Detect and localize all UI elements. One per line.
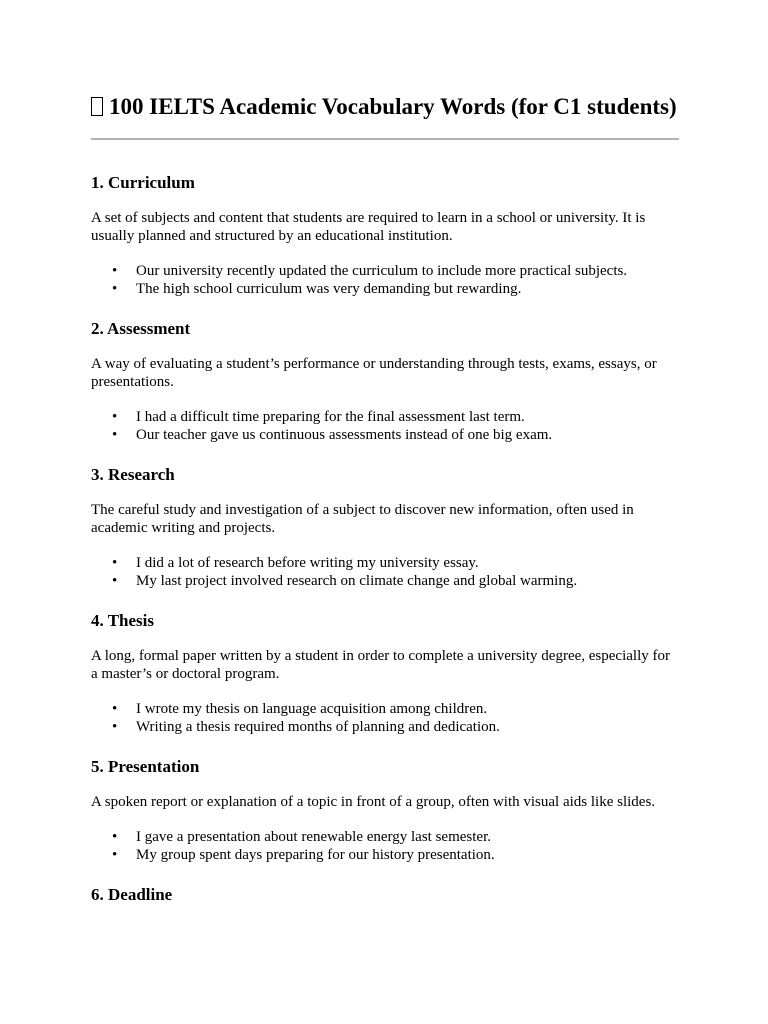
bullet-icon: • <box>112 573 118 589</box>
entry-examples <box>91 554 679 590</box>
bullet-icon: • <box>112 427 118 443</box>
vocab-entry-curriculum <box>91 172 679 298</box>
example-item <box>91 408 679 426</box>
entry-definition: A way of evaluating a student’s performance or understanding through tests, exams, essays, or presentations. <box>91 356 657 390</box>
vocab-entry-research <box>91 464 679 590</box>
example-text: I did a lot of research before writing my university essay. <box>136 555 479 571</box>
entry-examples <box>91 700 679 736</box>
vocab-entry-presentation <box>91 756 679 864</box>
vocab-entry-assessment <box>91 318 679 444</box>
entry-heading: 3. Research <box>91 465 175 484</box>
example-item <box>91 828 679 846</box>
example-text: I gave a presentation about renewable energy last semester. <box>136 829 491 845</box>
entry-examples <box>91 262 679 298</box>
entry-examples <box>91 828 679 864</box>
bullet-icon: • <box>112 847 118 863</box>
example-item <box>91 572 679 590</box>
missing-glyph-icon <box>91 97 103 116</box>
document-title-text: 100 IELTS Academic Vocabulary Words (for C1 students) <box>109 94 677 119</box>
example-item <box>91 700 679 718</box>
entry-heading: 5. Presentation <box>91 757 200 776</box>
entry-definition: A set of subjects and content that students are required to learn in a school or university. It is usually planned and structured by an educational institution. <box>91 210 646 244</box>
example-text: Our university recently updated the curriculum to include more practical subjects. <box>136 263 628 279</box>
example-item <box>91 554 679 572</box>
example-item <box>91 280 679 298</box>
entry-definition: The careful study and investigation of a subject to discover new information, often used in academic writing and projects. <box>91 502 634 536</box>
example-item <box>91 718 679 736</box>
bullet-icon: • <box>112 701 118 717</box>
vocab-entry-thesis <box>91 610 679 736</box>
document-title <box>91 92 677 122</box>
entry-heading: 2. Assessment <box>91 319 191 338</box>
bullet-icon: • <box>112 719 118 735</box>
example-item <box>91 846 679 864</box>
vocab-entry-deadline <box>91 884 679 906</box>
example-text: Our teacher gave us continuous assessments instead of one big exam. <box>136 427 553 443</box>
bullet-icon: • <box>112 281 118 297</box>
example-text: Writing a thesis required months of planning and dedication. <box>136 719 500 735</box>
example-item <box>91 262 679 280</box>
entry-examples <box>91 408 679 444</box>
example-text: I had a difficult time preparing for the final assessment last term. <box>136 409 525 425</box>
bullet-icon: • <box>112 263 118 279</box>
example-text: The high school curriculum was very demanding but rewarding. <box>136 281 522 297</box>
bullet-icon: • <box>112 555 118 571</box>
example-item <box>91 426 679 444</box>
bullet-icon: • <box>112 409 118 425</box>
entry-heading: 4. Thesis <box>91 611 154 630</box>
bullet-icon: • <box>112 829 118 845</box>
entry-definition: A spoken report or explanation of a topic in front of a group, often with visual aids like slides. <box>91 794 656 810</box>
entry-definition: A long, formal paper written by a student in order to complete a university degree, especially for a master’s or doctoral program. <box>91 648 670 682</box>
example-text: My last project involved research on climate change and global warming. <box>136 573 578 589</box>
example-text: My group spent days preparing for our history presentation. <box>136 847 495 863</box>
entry-heading: 1. Curriculum <box>91 173 195 192</box>
entry-heading: 6. Deadline <box>91 885 173 904</box>
example-text: I wrote my thesis on language acquisition among children. <box>136 701 488 717</box>
title-divider <box>91 138 679 140</box>
